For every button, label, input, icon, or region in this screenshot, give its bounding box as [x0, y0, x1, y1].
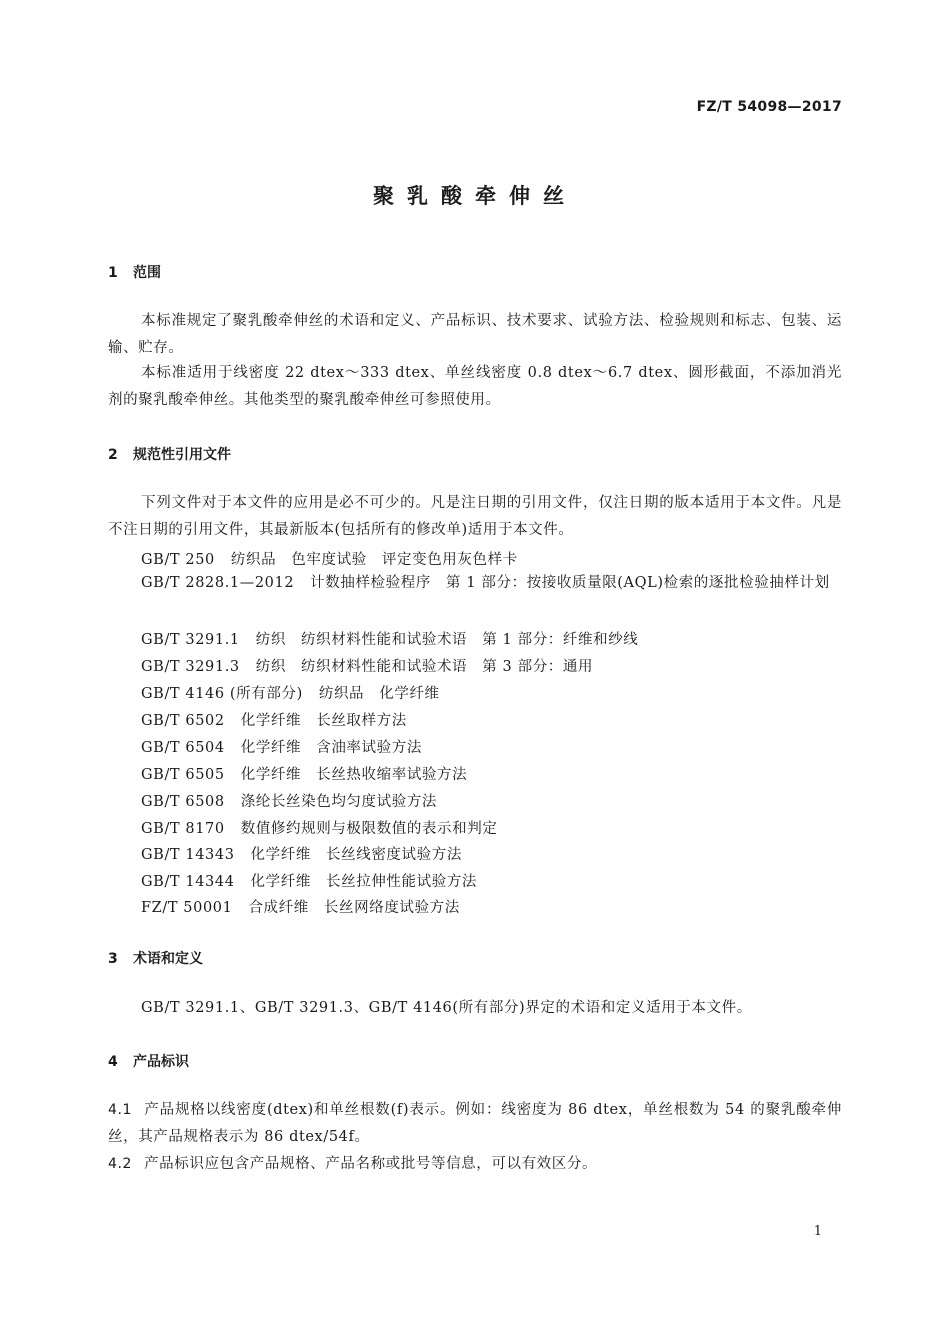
- reference-name: 合成纤维 长丝网络度试验方法: [248, 900, 460, 916]
- reference-name: 化学纤维 含油率试验方法: [240, 740, 422, 756]
- reference-code: GB/T 6508: [141, 794, 225, 810]
- reference-code: GB/T 14343: [141, 847, 235, 863]
- reference-code: GB/T 6504: [141, 740, 225, 756]
- reference-name: 化学纤维 长丝拉伸性能试验方法: [250, 874, 478, 890]
- reference-name: 纺织 纺织材料性能和试验术语 第 1 部分：纤维和纱线: [255, 632, 639, 648]
- reference-code: GB/T 3291.1: [141, 632, 240, 648]
- clause-4-2: [108, 1151, 842, 1178]
- section-1-paragraph-2: 本标准适用于线密度 22 dtex～333 dtex、单丝线密度 0.8 dtex～6.7 dtex、圆形截面，不添加消光剂的聚乳酸牵伸丝。其他类型的聚乳酸牵伸丝可参照使用。: [108, 365, 842, 408]
- reference-name: 化学纤维 长丝热收缩率试验方法: [240, 767, 468, 783]
- reference-code: GB/T 2828.1—2012: [141, 575, 295, 591]
- reference-name: 纺织品 色牢度试验 评定变色用灰色样卡: [230, 552, 518, 568]
- section-3-heading: [108, 948, 203, 968]
- reference-name: 化学纤维 长丝线密度试验方法: [250, 847, 462, 863]
- section-title: 范围: [133, 265, 161, 281]
- clause-number: 4.1: [108, 1102, 133, 1118]
- page-number: 1: [813, 1224, 822, 1239]
- reference-item: [141, 655, 593, 676]
- reference-code: FZ/T 50001: [141, 900, 233, 916]
- reference-item: [141, 763, 467, 784]
- reference-item: [141, 548, 518, 569]
- reference-name: 涤纶长丝染色均匀度试验方法: [240, 794, 438, 810]
- reference-code: GB/T 14344: [141, 874, 235, 890]
- clause-text: 产品规格以线密度(dtex)和单丝根数(f)表示。例如：线密度为 86 dtex，单丝根数为 54 的聚乳酸牵伸丝，其产品规格表示为 86 dtex/54f。: [108, 1102, 842, 1145]
- section-title: 术语和定义: [133, 951, 203, 967]
- document-code: FZ/T 54098—2017: [696, 99, 842, 115]
- section-title: 产品标识: [133, 1054, 189, 1070]
- reference-item: [141, 896, 460, 917]
- clause-number: 4.2: [108, 1156, 133, 1172]
- reference-name: 纺织品 化学纤维: [318, 686, 440, 702]
- section-number: 3: [108, 951, 118, 967]
- section-3-paragraph-1: GB/T 3291.1、GB/T 3291.3、GB/T 4146(所有部分)界定的术语和定义适用于本文件。: [141, 1000, 752, 1016]
- reference-item: [141, 682, 440, 703]
- reference-code: GB/T 6505: [141, 767, 225, 783]
- section-4-heading: [108, 1051, 189, 1071]
- reference-item: [108, 570, 842, 597]
- reference-name: 计数抽样检验程序 第 1 部分：按接收质量限(AQL)检索的逐批检验抽样计划: [310, 575, 830, 591]
- section-number: 4: [108, 1054, 118, 1070]
- clause-4-1: [108, 1097, 842, 1151]
- reference-name: 数值修约规则与极限数值的表示和判定: [240, 821, 498, 837]
- reference-item: [141, 870, 477, 891]
- clause-text: 产品标识应包含产品规格、产品名称或批号等信息，可以有效区分。: [144, 1156, 598, 1172]
- reference-code: GB/T 8170: [141, 821, 225, 837]
- reference-name: 化学纤维 长丝取样方法: [240, 713, 407, 729]
- document-title: 聚乳酸牵伸丝: [373, 184, 577, 208]
- reference-code: GB/T 250: [141, 552, 215, 568]
- section-1-heading: [108, 262, 161, 282]
- section-number: 1: [108, 265, 118, 281]
- reference-item: [141, 736, 422, 757]
- reference-code: GB/T 6502: [141, 713, 225, 729]
- section-1-paragraph-1: 本标准规定了聚乳酸牵伸丝的术语和定义、产品标识、技术要求、试验方法、检验规则和标志、包装、运输、贮存。: [108, 313, 842, 356]
- reference-name: 纺织 纺织材料性能和试验术语 第 3 部分：通用: [255, 659, 594, 675]
- section-title: 规范性引用文件: [133, 447, 231, 463]
- section-2-paragraph-1: 下列文件对于本文件的应用是必不可少的。凡是注日期的引用文件，仅注日期的版本适用于本文件。凡是不注日期的引用文件，其最新版本(包括所有的修改单)适用于本文件。: [108, 495, 842, 538]
- reference-code: GB/T 4146 (所有部分): [141, 686, 303, 702]
- reference-item: [141, 843, 462, 864]
- reference-code: GB/T 3291.3: [141, 659, 240, 675]
- reference-item: [141, 709, 407, 730]
- reference-item: [141, 628, 638, 649]
- reference-item: [141, 817, 497, 838]
- section-number: 2: [108, 447, 118, 463]
- section-2-heading: [108, 444, 231, 464]
- reference-item: [141, 790, 437, 811]
